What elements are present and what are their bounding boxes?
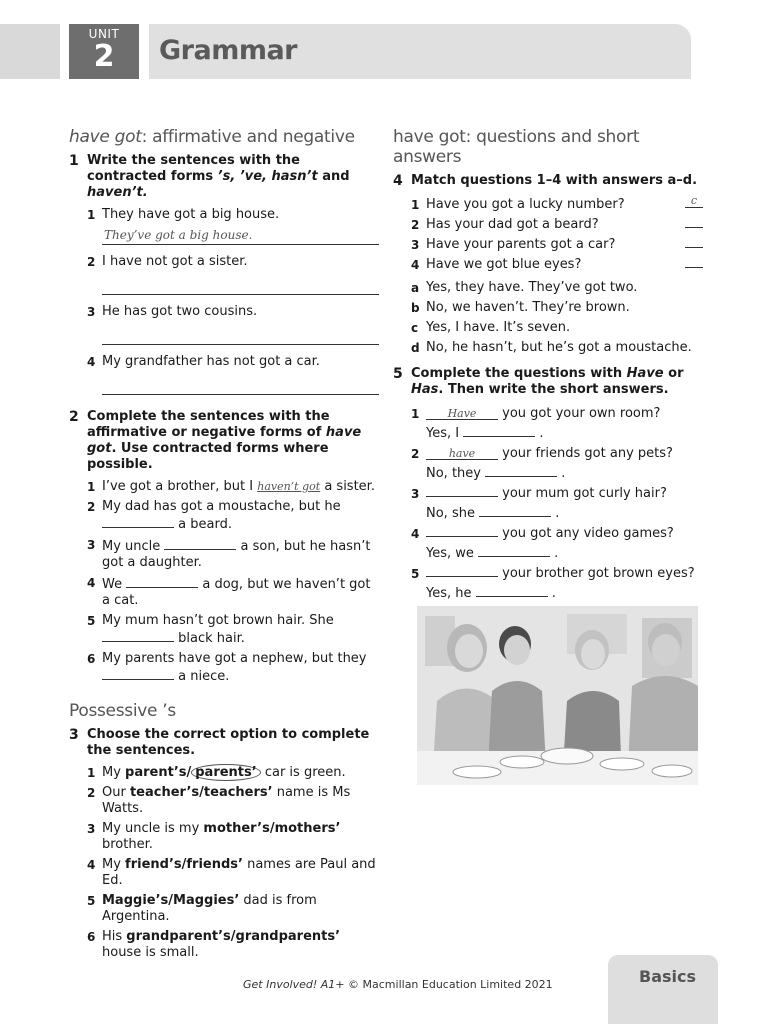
blank-input[interactable] bbox=[479, 504, 551, 517]
match-blank[interactable] bbox=[685, 215, 703, 228]
blank-input[interactable] bbox=[426, 484, 498, 497]
options[interactable]: Maggie’s/Maggies’ bbox=[102, 893, 240, 908]
basics-tab[interactable]: Basics bbox=[608, 955, 718, 1024]
answer-line[interactable] bbox=[102, 376, 379, 395]
ex4-answer: b No, we haven’t. They’re brown. bbox=[411, 300, 630, 315]
ex5-short-answer: Yes, we . bbox=[426, 546, 559, 561]
section-title-questions: have got: questions and short answers bbox=[393, 127, 640, 167]
header-bar bbox=[149, 24, 691, 79]
exercise-4-answers bbox=[393, 278, 703, 358]
blank-input[interactable]: have bbox=[426, 447, 498, 460]
ex5-short-answer: Yes, I . bbox=[426, 426, 544, 441]
options[interactable]: teacher’s/teachers’ bbox=[129, 785, 273, 800]
exercise-3-instruction: 3 Choose the correct option to complete the sentences. bbox=[69, 727, 370, 758]
ex2-item: 2 My dad has got a moustache, but he a beard. bbox=[87, 499, 341, 532]
exercise-2-items bbox=[69, 479, 379, 685]
ex2-item: 1 I’ve got a brother, but I haven’t got a sister. bbox=[87, 479, 375, 494]
match-blank[interactable] bbox=[685, 255, 703, 268]
ex3-item: 3 My uncle is my mother’s/mothers’ brother. bbox=[87, 821, 341, 852]
ex5-question: 1 Have you got your own room? bbox=[411, 406, 661, 421]
ex3-item: 6 His grandparent’s/grandparents’ house is small. bbox=[87, 929, 341, 960]
ex4-question: 2 Has your dad got a beard? bbox=[393, 215, 703, 235]
ex2-item: 5 My mum hasn’t got brown hair. She black hair. bbox=[87, 613, 334, 646]
ex5-question: 2 have your friends got any pets? bbox=[411, 446, 673, 461]
ex4-answer: c Yes, I have. It’s seven. bbox=[411, 320, 571, 335]
ex1-item: 2 I have not got a sister. bbox=[69, 254, 379, 295]
ex4-answer: d No, he hasn’t, but he’s got a moustache. bbox=[411, 340, 692, 355]
right-column bbox=[393, 127, 703, 604]
exercise-4-questions bbox=[393, 195, 703, 275]
ex3-item: 1 My parent’s/ parents’ car is green. bbox=[87, 765, 346, 780]
blank-input[interactable] bbox=[102, 667, 174, 680]
exercise-3-items bbox=[69, 765, 379, 961]
page-title: Grammar bbox=[159, 35, 297, 66]
ex2-item: 4 We a dog, but we haven’t got a cat. bbox=[87, 576, 371, 608]
header-left-tab bbox=[0, 24, 60, 79]
ex5-short-answer: No, they . bbox=[426, 466, 566, 481]
ex1-item: 1 They have got a big house. They’ve got a big house. bbox=[69, 207, 379, 245]
blank-input[interactable] bbox=[102, 515, 174, 528]
exercise-2-instruction: 2 Complete the sentences with the affirmative or negative forms of have got. Use contracted forms where possible. bbox=[69, 409, 362, 472]
blank-input[interactable] bbox=[426, 564, 498, 577]
ex2-item: 6 My parents have got a nephew, but they a niece. bbox=[87, 651, 367, 684]
ex5-question: 4 you got any video games? bbox=[411, 526, 674, 541]
exercise-1-instruction: 1 Write the sentences with the contracted forms ’s, ’ve, hasn’t and haven’t. bbox=[69, 153, 350, 200]
blank-input[interactable] bbox=[426, 524, 498, 537]
answer-line[interactable] bbox=[102, 276, 379, 295]
answer-line[interactable] bbox=[102, 326, 379, 345]
exercise-1-items bbox=[69, 207, 379, 395]
option-b-circled[interactable]: parents’ bbox=[191, 764, 260, 781]
ex3-item: 4 My friend’s/friends’ names are Paul and Ed. bbox=[87, 857, 376, 888]
ex5-short-answer: Yes, he . bbox=[426, 586, 556, 601]
match-blank[interactable] bbox=[685, 235, 703, 248]
ex3-item: 2 Our teacher’s/teachers’ name is Ms Watts. bbox=[87, 785, 351, 816]
blank-input[interactable] bbox=[126, 575, 198, 588]
match-blank[interactable]: c bbox=[685, 195, 703, 208]
options[interactable]: mother’s/mothers’ bbox=[203, 821, 341, 836]
blank-input[interactable] bbox=[476, 584, 548, 597]
ex5-question: 3 your mum got curly hair? bbox=[411, 486, 667, 501]
family-photo bbox=[417, 606, 698, 785]
options[interactable]: grandparent’s/grandparents’ bbox=[126, 929, 341, 944]
copyright-footer: Get Involved! A1+ © Macmillan Education Limited 2021 bbox=[243, 978, 553, 991]
blank-input[interactable] bbox=[485, 464, 557, 477]
exercise-5-items bbox=[393, 404, 703, 604]
ex5-question: 5 your brother got brown eyes? bbox=[411, 566, 695, 581]
exercise-4-instruction: 4 Match questions 1–4 with answers a–d. bbox=[393, 173, 698, 189]
ex1-item: 3 He has got two cousins. bbox=[69, 304, 379, 345]
section-title-possessive: Possessive ’s bbox=[69, 701, 176, 721]
ex4-question: 3 Have your parents got a car? bbox=[393, 235, 703, 255]
blank-input[interactable]: Have bbox=[426, 407, 498, 420]
blank-input[interactable] bbox=[102, 629, 174, 642]
blank-input[interactable]: haven’t got bbox=[257, 480, 321, 493]
ex5-short-answer: No, she . bbox=[426, 506, 560, 521]
unit-badge bbox=[69, 24, 139, 79]
section-title-have-got-affirmative: have got: affirmative and negative bbox=[69, 127, 355, 147]
option-a[interactable]: parent’s bbox=[125, 765, 187, 780]
answer-line[interactable]: They’ve got a big house. bbox=[102, 226, 379, 245]
ex2-item: 3 My uncle a son, but he hasn’t got a daughter. bbox=[87, 538, 371, 570]
blank-input[interactable] bbox=[463, 424, 535, 437]
ex4-answer: a Yes, they have. They’ve got two. bbox=[411, 280, 638, 295]
ex1-item: 4 My grandfather has not got a car. bbox=[69, 354, 379, 395]
unit-number: 2 bbox=[93, 39, 115, 74]
ex4-question: 1 Have you got a lucky number? c bbox=[393, 195, 703, 215]
blank-input[interactable] bbox=[478, 544, 550, 557]
ex4-question: 4 Have we got blue eyes? bbox=[393, 255, 703, 275]
ex3-item: 5 Maggie’s/Maggies’ dad is from Argentina. bbox=[87, 893, 317, 924]
unit-label: UNIT bbox=[88, 27, 120, 41]
blank-input[interactable] bbox=[164, 537, 236, 550]
options[interactable]: friend’s/friends’ bbox=[125, 857, 243, 872]
left-column bbox=[69, 127, 379, 961]
exercise-5-instruction: 5 Complete the questions with Have or Has. Then write the short answers. bbox=[393, 366, 684, 397]
